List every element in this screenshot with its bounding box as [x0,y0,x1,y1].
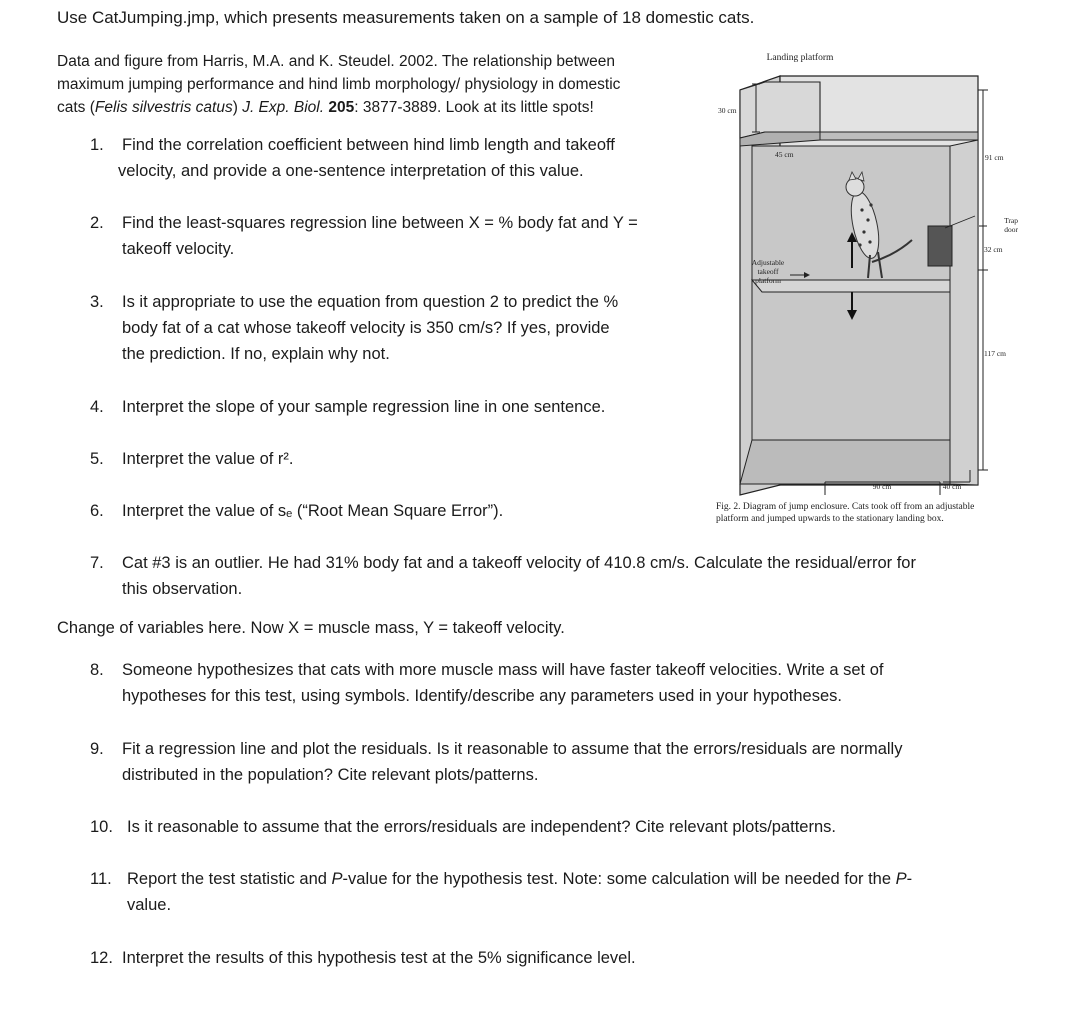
question-number: 7. [90,554,104,572]
question-text: takeoff velocity. [122,240,235,258]
question-text: Interpret the value of r². [122,450,294,468]
jump-enclosure-figure [700,40,1040,540]
citation-line-3: cats (Felis silvestris catus) J. Exp. Biol. 205: 3877-3889. Look at its little spots! [57,99,594,116]
question-text: hypotheses for this test, using symbols. Identify/describe any parameters used in your hypotheses. [122,687,842,705]
question-text: Interpret the slope of your sample regression line in one sentence. [122,398,606,416]
question-text: Is it reasonable to assume that the errors/residuals are independent? Cite relevant plots/patterns. [127,818,836,836]
caption-line-1: Fig. 2. Diagram of jump enclosure. Cats took off from an adjustable [716,502,975,512]
label-40cm: 40 cm [942,482,962,491]
label-takeoff: takeoff [757,267,779,276]
volume-number: 205 [328,99,355,116]
label-90cm: 90 cm [872,482,892,491]
question-text: Is it appropriate to use the equation from question 2 to predict the % [122,293,619,311]
question-number: 4. [90,398,104,416]
question-text: Cat #3 is an outlier. He had 31% body fat and a takeoff velocity of 410.8 cm/s. Calculate the residual/error for [122,554,916,572]
question-number: 3. [90,293,104,311]
citation-line-1: Data and figure from Harris, M.A. and K. Steudel. 2002. The relationship between [57,53,616,70]
question-number: 1. [90,136,104,154]
section-change: Change of variables here. Now X = muscle mass, Y = takeoff velocity. [57,619,565,637]
label-adjustable: Adjustable [751,258,785,267]
intro-text: Use CatJumping.jmp, which presents measurements taken on a sample of 18 domestic cats. [57,8,755,27]
label-117cm: 117 cm [984,349,1007,358]
enclosure-diagram [700,40,1040,540]
question-text: Interpret the results of this hypothesis test at the 5% significance level. [122,949,636,967]
question-text: Fit a regression line and plot the residuals. Is it reasonable to assume that the errors/residuals are normally [122,740,903,758]
question-text: this observation. [122,580,243,598]
label-platform: platform [755,276,781,285]
label-door: door [1004,225,1018,234]
label-32cm: 32 cm [984,245,1003,254]
question-number: 2. [90,214,104,232]
citation [57,50,697,119]
question-text: the prediction. If no, explain why not. [122,345,390,363]
question-text: Someone hypothesizes that cats with more muscle mass will have faster takeoff velocities. Write a set of [122,661,884,679]
question-number: 6. [90,502,104,520]
question-text: value. [127,896,172,914]
question-text: Interpret the value of sₑ (“Root Mean Square Error”). [122,502,504,520]
caption-line-2: platform and jumped upwards to the stationary landing box. [716,514,944,524]
question-text: velocity, and provide a one-sentence interpretation of this value. [118,162,584,180]
question-number: 9. [90,740,104,758]
figure-caption [716,501,1036,525]
label-91cm: 91 cm [985,153,1004,162]
species-name: Felis silvestris catus [94,99,233,116]
question-text: distributed in the population? Cite relevant plots/patterns. [122,766,539,784]
question-number: 5. [90,450,104,468]
question-text: Find the correlation coefficient between hind limb length and takeoff [122,136,615,154]
label-landing-platform: Landing platform [766,53,834,63]
trap-door [928,226,952,266]
label-45cm: 45 cm [775,150,794,159]
question-text: Find the least-squares regression line between X = % body fat and Y = [122,214,638,232]
journal-name: J. Exp. Biol. [242,99,325,116]
question-number: 10. [90,818,113,836]
question-number: 12. [90,949,113,967]
question-number: 8. [90,661,104,679]
label-trap: Trap [1004,216,1018,225]
question-text: Report the test statistic and P-value for the hypothesis test. Note: some calculation will be needed for the P- [127,870,913,888]
label-30cm: 30 cm [718,106,737,115]
question-number: 11. [90,870,112,888]
question-text: body fat of a cat whose takeoff velocity is 350 cm/s? If yes, provide [122,319,610,337]
citation-line-2: maximum jumping performance and hind limb morphology/ physiology in domestic [57,76,621,93]
